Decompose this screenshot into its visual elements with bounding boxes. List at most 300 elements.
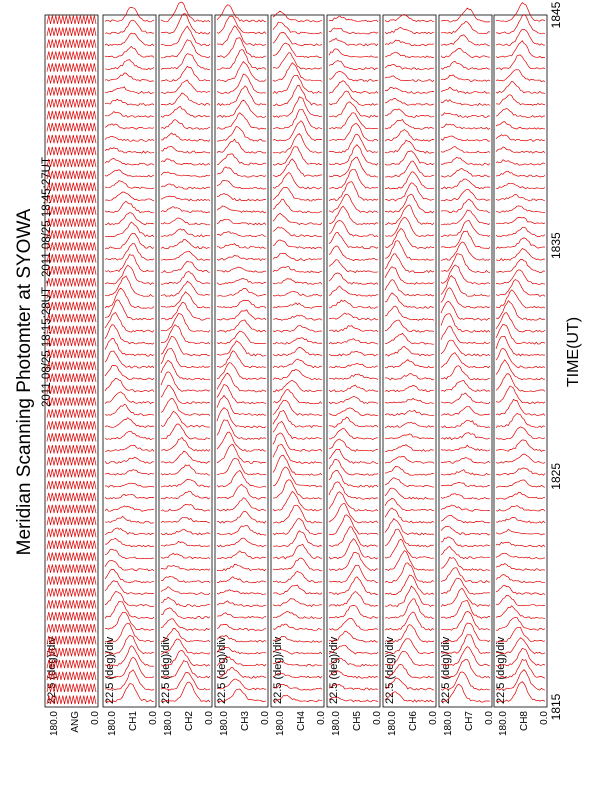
y-tick-top: 180.0 xyxy=(107,711,118,737)
trace-line xyxy=(105,222,154,237)
trace-line xyxy=(273,240,322,249)
trace-line xyxy=(385,254,434,273)
trace-line xyxy=(441,146,490,153)
trace-line xyxy=(161,597,210,606)
trace-line xyxy=(161,184,210,189)
trace-line xyxy=(161,229,210,237)
trace-line xyxy=(496,564,545,571)
trace-line xyxy=(385,87,434,93)
trace-line xyxy=(217,26,266,46)
trace-line xyxy=(217,624,266,630)
trace-line xyxy=(329,49,378,57)
trace-line xyxy=(217,113,266,130)
scale-label: 22.5 (deg)/div xyxy=(328,636,340,704)
trace-line xyxy=(496,194,545,201)
trace-line xyxy=(161,465,210,476)
trace-line xyxy=(105,445,154,451)
trace-line xyxy=(217,100,266,117)
trace-line xyxy=(385,360,434,368)
trace-line xyxy=(161,196,210,201)
trace-line xyxy=(47,541,96,549)
trace-line xyxy=(441,124,490,129)
trace-line xyxy=(329,363,378,367)
panel-ch8 xyxy=(494,3,550,736)
trace-line xyxy=(47,529,96,537)
scale-label: 22.5 (deg)/div xyxy=(440,636,452,704)
trace-line xyxy=(496,386,545,404)
trace-line xyxy=(385,229,434,249)
trace-line xyxy=(329,618,378,630)
trace-line xyxy=(329,428,378,439)
trace-line xyxy=(385,399,434,404)
trace-line xyxy=(161,159,210,165)
trace-line xyxy=(217,279,266,285)
trace-line xyxy=(47,600,96,608)
trace-line xyxy=(496,248,545,260)
trace-line xyxy=(105,124,154,129)
trace-line xyxy=(441,526,490,535)
trace-line xyxy=(105,99,154,105)
trace-line xyxy=(441,470,490,476)
trace-line xyxy=(385,612,434,631)
trace-line xyxy=(385,519,434,536)
trace-line xyxy=(329,28,378,34)
trace-line xyxy=(496,480,545,487)
trace-line xyxy=(47,99,96,107)
trace-line xyxy=(105,549,154,559)
trace-line xyxy=(217,538,266,547)
panel-ang xyxy=(45,15,101,736)
trace-line xyxy=(217,5,266,22)
trace-line xyxy=(161,541,210,547)
trace-line xyxy=(105,276,154,296)
trace-line xyxy=(385,445,434,452)
scale-label: 22.5 (deg)/div xyxy=(384,636,396,704)
trace-line xyxy=(161,360,210,380)
trace-line xyxy=(441,458,490,464)
trace-line xyxy=(441,515,490,523)
trace-line xyxy=(105,112,154,118)
y-tick-bottom: 0.0 xyxy=(90,711,101,725)
trace-line xyxy=(47,159,96,167)
trace-line xyxy=(273,558,322,571)
trace-line xyxy=(105,516,154,523)
trace-line xyxy=(161,372,210,392)
trace-line xyxy=(47,564,96,572)
scale-label: 22.5 (deg)/div xyxy=(46,636,58,704)
trace-line xyxy=(273,571,322,583)
panel-ch5 xyxy=(327,15,383,736)
trace-line xyxy=(273,147,322,166)
trace-line xyxy=(441,557,490,570)
chart-title: Meridian Scanning Photomter at SYOWA xyxy=(14,208,35,556)
trace-line xyxy=(329,300,378,308)
trace-line xyxy=(105,148,154,153)
trace-line xyxy=(47,242,96,250)
panel-frame xyxy=(271,15,324,707)
trace-line xyxy=(273,400,322,415)
trace-line xyxy=(496,81,545,93)
trace-line xyxy=(105,73,154,82)
trace-line xyxy=(273,253,322,260)
trace-line xyxy=(161,2,210,22)
panel-stack xyxy=(45,2,550,736)
trace-line xyxy=(273,612,322,619)
trace-group xyxy=(105,7,154,702)
trace-line xyxy=(273,505,322,523)
trace-line xyxy=(105,46,154,57)
trace-line xyxy=(441,87,490,93)
trace-line xyxy=(47,123,96,131)
trace-line xyxy=(217,590,266,595)
trace-line xyxy=(105,255,154,273)
trace-line xyxy=(329,631,378,642)
trace-line xyxy=(385,488,434,499)
trace-line xyxy=(47,171,96,179)
trace-line xyxy=(217,255,266,260)
trace-line xyxy=(441,537,490,547)
trace-line xyxy=(441,35,490,46)
trace-line xyxy=(217,139,266,153)
trace-line xyxy=(217,498,266,511)
trace-line xyxy=(273,159,322,177)
trace-line xyxy=(496,575,545,583)
trace-line xyxy=(105,313,154,333)
trace-line xyxy=(329,326,378,332)
trace-line xyxy=(385,575,434,595)
trace-line xyxy=(273,433,322,451)
trace-line xyxy=(161,517,210,523)
trace-line xyxy=(385,76,434,82)
trace-line xyxy=(47,147,96,155)
trace-line xyxy=(496,468,545,475)
trace-line xyxy=(329,71,378,81)
trace-line xyxy=(329,515,378,535)
trace-line xyxy=(329,38,378,46)
trace-line xyxy=(161,491,210,499)
y-tick-bottom: 0.0 xyxy=(428,711,439,725)
trace-line xyxy=(161,565,210,570)
trace-line xyxy=(329,170,378,189)
trace-line xyxy=(385,151,434,165)
trace-line xyxy=(496,529,545,535)
trace-line xyxy=(329,577,378,595)
trace-line xyxy=(217,50,266,70)
trace-line xyxy=(217,244,266,249)
trace-line xyxy=(105,457,154,463)
trace-line xyxy=(385,498,434,510)
trace-line xyxy=(273,22,322,34)
trace-line xyxy=(441,505,490,511)
trace-line xyxy=(441,612,490,631)
y-tick-top: 180.0 xyxy=(219,711,230,737)
trace-line xyxy=(217,432,266,452)
trace-line xyxy=(161,218,210,225)
trace-line xyxy=(273,444,322,463)
trace-line xyxy=(273,519,322,535)
trace-line xyxy=(47,338,96,346)
trace-group xyxy=(217,5,266,702)
trace-line xyxy=(441,601,490,619)
trace-line xyxy=(273,110,322,130)
trace-line xyxy=(441,179,490,189)
trace-line xyxy=(441,578,490,594)
trace-line xyxy=(273,187,322,201)
panel-frame xyxy=(159,15,212,707)
trace-line xyxy=(329,194,378,213)
trace-line xyxy=(47,326,96,334)
trace-line xyxy=(105,87,154,94)
trace-line xyxy=(441,75,490,82)
trace-line xyxy=(105,325,154,344)
trace-line xyxy=(217,511,266,523)
trace-line xyxy=(161,398,210,415)
trace-line xyxy=(329,339,378,345)
trace-line xyxy=(273,32,322,45)
trace-line xyxy=(496,595,545,606)
trace-line xyxy=(441,100,490,106)
trace-line xyxy=(385,478,434,488)
trace-line xyxy=(105,528,154,535)
trace-line xyxy=(385,14,434,21)
trace-line xyxy=(496,349,545,369)
y-tick-bottom: 0.0 xyxy=(539,711,550,725)
trace-line xyxy=(105,20,154,34)
trace-line xyxy=(441,199,490,213)
trace-line xyxy=(161,504,210,511)
trace-line xyxy=(47,553,96,561)
y-tick-bottom: 0.0 xyxy=(260,711,271,725)
x-tick-label: 1825 xyxy=(549,462,563,490)
trace-line xyxy=(273,75,322,93)
trace-line xyxy=(329,417,378,427)
trace-line xyxy=(47,39,96,47)
trace-group xyxy=(441,8,490,702)
trace-line xyxy=(385,320,434,332)
trace-line xyxy=(217,613,266,619)
trace-line xyxy=(273,359,322,368)
trace-line xyxy=(105,483,154,487)
panel-ch3 xyxy=(215,5,271,736)
trace-line xyxy=(329,385,378,392)
trace-line xyxy=(273,85,322,105)
trace-line xyxy=(161,587,210,595)
trace-line xyxy=(496,217,545,223)
channel-label: CH1 xyxy=(128,711,139,732)
trace-line xyxy=(496,492,545,499)
trace-line xyxy=(329,565,378,583)
trace-line xyxy=(161,251,210,260)
trace-line xyxy=(496,324,545,344)
channel-label: CH2 xyxy=(184,711,195,732)
trace-line xyxy=(385,563,434,583)
y-tick-top: 180.0 xyxy=(443,711,454,737)
trace-line xyxy=(161,133,210,141)
trace-line xyxy=(441,420,490,428)
trace-line xyxy=(329,527,378,547)
trace-line xyxy=(47,421,96,429)
trace-line xyxy=(217,86,266,106)
panel-ch4 xyxy=(271,11,327,736)
trace-line xyxy=(105,378,154,392)
trace-line xyxy=(273,455,322,475)
trace-line xyxy=(161,40,210,58)
trace-line xyxy=(496,227,545,237)
trace-line xyxy=(161,207,210,213)
trace-line xyxy=(496,147,545,153)
trace-line xyxy=(47,183,96,191)
trace-line xyxy=(217,154,266,165)
trace-line xyxy=(273,338,322,344)
trace-line xyxy=(161,325,210,344)
panel-frame xyxy=(103,15,156,707)
trace-line xyxy=(161,529,210,535)
trace-line xyxy=(385,172,434,189)
channel-label: ANG xyxy=(70,711,81,733)
trace-line xyxy=(496,454,545,463)
trace-line xyxy=(273,292,322,297)
trace-line xyxy=(105,201,154,212)
trace-line xyxy=(47,28,96,36)
trace-line xyxy=(329,61,378,70)
trace-line xyxy=(329,352,378,357)
trace-line xyxy=(161,146,210,153)
trace-line xyxy=(105,506,154,511)
trace-line xyxy=(329,145,378,165)
trace-line xyxy=(441,445,490,451)
trace-line xyxy=(105,243,154,260)
trace-line xyxy=(496,336,545,356)
trace-line xyxy=(217,551,266,559)
trace-line xyxy=(441,546,490,559)
trace-line xyxy=(217,267,266,272)
trace-line xyxy=(496,427,545,440)
trace-line xyxy=(105,136,154,141)
trace-line xyxy=(47,135,96,143)
trace-line xyxy=(441,276,490,297)
trace-line xyxy=(47,469,96,477)
trace-line xyxy=(273,585,322,594)
trace-line xyxy=(496,553,545,559)
x-axis-ticks xyxy=(549,1,563,720)
channel-label: CH4 xyxy=(296,711,307,732)
trace-line xyxy=(161,239,210,248)
panel-ch6 xyxy=(383,14,439,736)
trace-line xyxy=(329,260,378,273)
trace-line xyxy=(496,606,545,619)
channel-label: CH3 xyxy=(240,711,251,732)
trace-line xyxy=(441,61,490,69)
trace-line xyxy=(161,93,210,106)
trace-line xyxy=(105,192,154,201)
trace-line xyxy=(441,22,490,34)
trace-line xyxy=(217,444,266,463)
trace-line xyxy=(105,470,154,476)
trace-line xyxy=(441,314,490,332)
trace-line xyxy=(496,290,545,308)
trace-line xyxy=(161,272,210,285)
trace-line xyxy=(329,221,378,237)
trace-line xyxy=(441,48,490,57)
panel-frame xyxy=(494,15,547,707)
trace-line xyxy=(217,310,266,320)
trace-line xyxy=(496,301,545,321)
trace-line xyxy=(105,213,154,225)
trace-line xyxy=(217,38,266,58)
trace-line xyxy=(47,374,96,382)
trace-line xyxy=(273,213,322,224)
trace-line xyxy=(441,254,490,273)
scale-label: 22.5 (deg)/div xyxy=(216,636,228,704)
trace-line xyxy=(273,369,322,379)
trace-line xyxy=(496,360,545,380)
chart-subtitle: 2011 08/25 18:15:28UT - 2011 08/25 18:45:27UT xyxy=(41,157,53,407)
trace-line xyxy=(385,467,434,476)
trace-line xyxy=(47,588,96,596)
trace-line xyxy=(47,481,96,489)
trace-line xyxy=(161,80,210,94)
y-tick-top: 180.0 xyxy=(498,711,509,737)
trace-line xyxy=(105,170,154,177)
trace-line xyxy=(161,336,210,356)
trace-line xyxy=(47,397,96,405)
trace-line xyxy=(47,517,96,525)
y-tick-bottom: 0.0 xyxy=(148,711,159,725)
x-axis-label: TIME(UT) xyxy=(565,316,582,388)
trace-line xyxy=(47,266,96,274)
trace-line xyxy=(217,331,266,344)
trace-line xyxy=(47,612,96,620)
trace-line xyxy=(496,617,545,630)
y-tick-bottom: 0.0 xyxy=(372,711,383,725)
trace-line xyxy=(385,40,434,46)
trace-line xyxy=(273,279,322,285)
trace-line xyxy=(47,16,96,24)
trace-line xyxy=(441,494,490,500)
trace-line xyxy=(329,134,378,153)
trace-line xyxy=(47,385,96,393)
trace-line xyxy=(273,421,322,439)
trace-line xyxy=(496,374,545,392)
trace-line xyxy=(217,395,266,415)
trace-group xyxy=(385,14,434,702)
trace-line xyxy=(161,553,210,559)
trace-line xyxy=(217,408,266,428)
trace-line xyxy=(273,410,322,427)
trace-line xyxy=(329,449,378,463)
trace-line xyxy=(441,136,490,141)
scale-label: 22.5 (deg)/div xyxy=(495,636,507,704)
x-tick-label: 1835 xyxy=(549,232,563,260)
trace-line xyxy=(385,267,434,285)
trace-line xyxy=(217,167,266,177)
trace-line xyxy=(47,302,96,310)
trace-line xyxy=(217,206,266,213)
trace-line xyxy=(105,338,154,356)
trace-line xyxy=(496,440,545,452)
trace-line xyxy=(385,456,434,463)
trace-line xyxy=(47,290,96,298)
trace-line xyxy=(441,393,490,404)
trace-line xyxy=(385,52,434,58)
trace-line xyxy=(47,254,96,262)
trace-line xyxy=(47,457,96,465)
trace-line xyxy=(496,313,545,333)
trace-line xyxy=(496,3,545,22)
trace-line xyxy=(273,11,322,22)
trace-line xyxy=(329,539,378,559)
trace-line xyxy=(329,182,378,201)
